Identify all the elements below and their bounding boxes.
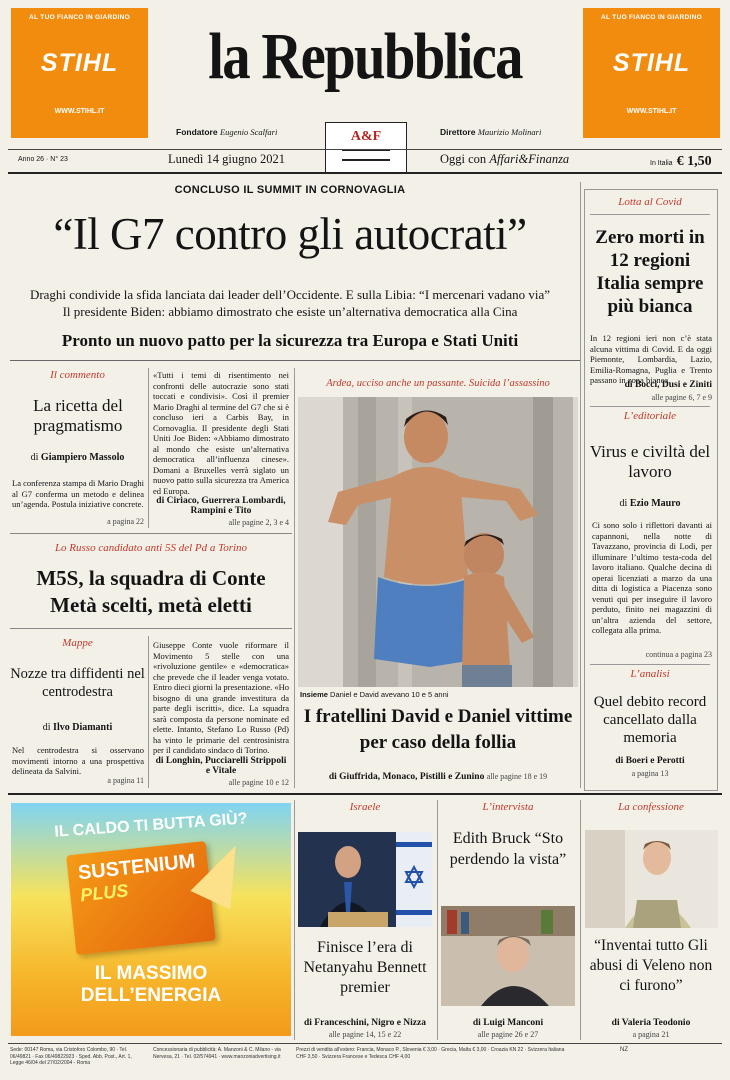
- analisi-title[interactable]: Quel debito record cancellato dalla memoria: [593, 694, 707, 746]
- bruck-illustration: [441, 906, 575, 1006]
- section-rule: [10, 628, 292, 629]
- column-rule: [294, 368, 295, 788]
- lead-rule: [10, 360, 580, 361]
- confessione-kicker: La confessione: [618, 801, 684, 813]
- section-rule: [10, 533, 292, 534]
- g7-page-ref: alle pagine 2, 3 e 4: [228, 518, 289, 527]
- sustenium-ad[interactable]: [11, 803, 291, 1036]
- footer-col-4: NZ: [620, 1047, 628, 1053]
- ad-slogan-1: IL MASSIMO: [94, 963, 208, 984]
- brothers-photo[interactable]: [298, 397, 578, 687]
- intervista-title[interactable]: Edith Bruck “Sto perdendo la vista”: [449, 830, 567, 868]
- editoriale-page-ref: continua a pagina 23: [645, 650, 712, 659]
- lead-subhead: Pronto un nuovo patto per la sicurezza tra Europa e Stati Uniti: [61, 331, 519, 350]
- netanyahu-illustration: [298, 832, 432, 927]
- ardea-headline[interactable]: I fratellini David e Daniel vittime per caso della follia: [303, 706, 573, 753]
- column-rule: [437, 800, 438, 1040]
- stihl-ad-tagline: AL TUO FIANCO IN GIARDINO: [29, 14, 130, 21]
- byline-prefix: di: [619, 498, 628, 509]
- covid-authors: di Bocci, Dusi e Ziniti: [624, 380, 712, 390]
- israele-page-ref: alle pagine 14, 15 e 22: [328, 1030, 402, 1039]
- editoriale-kicker: L’editoriale: [623, 410, 677, 422]
- ad-product-box: [66, 841, 216, 955]
- g7-body-text: «Tutti i temi di risentimento nei confronti delle autocrazie sono stati toccati e condivisi». Così il premier Mario Draghi al termine del G7 che si è concluso ieri a Carbis Bay, in Cornovaglia. Il presidente degli Stati Uniti Joe Biden: «Abbiamo dimostrato al mondo che esiste un’alternativa democratica all’influenza cinese». Domani a Bruxelles verrà siglato un nuovo patto sulla sicurezza tra America ed Europa.: [153, 370, 289, 496]
- caption-text: Daniel e David avevano 10 e 5 anni: [330, 690, 449, 699]
- ad-product-plus: PLUS: [79, 880, 130, 906]
- confessione-illustration: [585, 830, 718, 928]
- supplement-logo-text: A&F: [350, 129, 382, 144]
- column-rule: [580, 800, 581, 1040]
- footer-col-3: Prezzi di vendita all’estero: Francia, Monaco P., Slovenia € 3,00 · Grecia, Malta € 3,00 · Croazia KN 22 · Svizzera Italiana CHF 3,50 · Svizzera Francese e Tedesca CHF 4,00: [296, 1047, 565, 1060]
- netanyahu-photo[interactable]: [298, 832, 432, 927]
- confessione-authors: di Valeria Teodonio: [611, 1018, 691, 1028]
- confessione-title[interactable]: “Inventai tutto Gli abusi di Veleno non ci furono”: [589, 937, 713, 994]
- commento-page-ref: a pagina 22: [107, 517, 144, 526]
- stihl-ad-left[interactable]: [11, 8, 148, 138]
- confessione-photo[interactable]: [585, 830, 718, 928]
- director-name: Maurizio Molinari: [477, 127, 542, 137]
- covid-kicker: Lotta al Covid: [618, 196, 682, 208]
- mappe-byline: [10, 722, 145, 733]
- analisi-kicker: L’analisi: [630, 668, 670, 680]
- covid-text: In 12 regioni ieri non c’è stata alcuna vittima di Covid. E da oggi Piemonte, Lombardia, Lazio, Emilia-Romagna, Puglia e Trento passano in zona bianca.: [590, 333, 712, 385]
- ardea-byline: [300, 772, 576, 782]
- stihl-ad-tagline: AL TUO FIANCO IN GIARDINO: [601, 14, 702, 21]
- g7-authors: di Ciriaco, Guerrera Lombardi, Rampini e Tito: [156, 496, 286, 516]
- mappe-kicker: Mappe: [62, 637, 93, 649]
- bottom-section-rule: [8, 793, 722, 795]
- masthead-rule-bottom: [8, 172, 722, 174]
- intervista-kicker: L’intervista: [482, 801, 534, 813]
- byline-prefix: di: [42, 722, 51, 733]
- m5s-authors: di Longhin, Pucciarelli Strippoli e Vitale: [155, 756, 287, 776]
- section-rule: [590, 406, 710, 407]
- commento-text: La conferenza stampa di Mario Draghi al G7 conferma un metodo e delinea un’agenda. Postula iniziative concrete.: [12, 478, 144, 509]
- stihl-logo: STIHL: [40, 49, 119, 77]
- m5s-text: Giuseppe Conte vuole riformare il Movimento 5 stelle con una «rivoluzione gentile» e «democratica» che prevede che il leader venga votato. Entro dieci giorni la presentazione. «Ho bisogno di una grande investitura da parte degli iscritti», dice. La squadra sarà composta da persone nominate ed elette. Intanto, Stefano Lo Russo (Pd) ha vinto le primarie del centrosinistra per il candidato sindaco di Torino.: [153, 640, 289, 755]
- section-rule: [590, 214, 710, 215]
- column-rule: [294, 800, 295, 1040]
- editoriale-byline: [586, 498, 714, 509]
- column-rule: [148, 636, 149, 788]
- founder-label: Fondatore: [176, 127, 218, 137]
- supplement-prefix: Oggi con: [440, 152, 487, 166]
- commento-title[interactable]: La ricetta del pragmatismo: [33, 396, 123, 435]
- price: [650, 152, 712, 170]
- israele-title[interactable]: Finisce l’era di Netanyahu Bennett premier: [303, 939, 427, 996]
- mappe-text: Nel centrodestra si osservano movimenti intorno a una prospettiva delineata da Salvini.: [12, 745, 144, 776]
- masthead-title: la Repubblica: [208, 20, 522, 93]
- ad-tagline: IL CALDO TI BUTTA GIÙ?: [53, 810, 249, 841]
- column-rule: [148, 368, 149, 528]
- editoriale-text: Ci sono solo i riflettori davanti ai capannoni, nella notte di Tavazzano, provincia di Lodi, per illuminare l’ultimo testa-coda del lavoro italiano. Qualche decina di operai licenziati a marzo da una ditta di logistica a Piacenza sono venuti qui per inseguire il lavoro perduto, finito nei magazzini di un’altra azienda del settore, collegata alla prima.: [592, 520, 712, 635]
- lead-deck-2: Il presidente Biden: abbiamo dimostrato che esiste un’alternativa democratica alla Cina: [62, 304, 518, 319]
- intervista-authors: di Luigi Manconi: [472, 1018, 544, 1028]
- price-label: In Italia: [650, 160, 673, 167]
- m5s-headline-2[interactable]: Metà scelti, metà eletti: [50, 593, 252, 617]
- lead-headline[interactable]: “Il G7 contro gli autocrati”: [53, 209, 527, 259]
- masthead-rule-top: [8, 149, 722, 150]
- byline-prefix: di: [30, 452, 39, 463]
- commento-kicker: Il commento: [50, 369, 105, 381]
- price-value: € 1,50: [676, 154, 712, 169]
- footer-col-1: Sede: 00147 Roma, via Cristoforo Colombo, 90 · Tel. 06/49821 · Fax 06/49822923 · Sped. Abb. Post., Art. 1, Legge 46/04 del 27/02/2004 - Roma: [10, 1047, 132, 1066]
- stihl-url: WWW.STIHL.IT: [54, 108, 105, 115]
- intervista-page-ref: alle pagine 26 e 27: [477, 1030, 539, 1039]
- brothers-illustration: [298, 397, 578, 687]
- stihl-logo: STIHL: [612, 49, 691, 77]
- issue-number: Anno 26 · N° 23: [18, 156, 68, 163]
- affari-finanza-logo: [325, 122, 407, 174]
- confessione-page-ref: a pagina 21: [632, 1030, 670, 1039]
- covid-title[interactable]: Zero morti in 12 regioni Italia sempre più bianca: [595, 227, 705, 317]
- editoriale-title[interactable]: Virus e civiltà del lavoro: [589, 442, 711, 481]
- israele-authors: di Franceschini, Nigro e Nizza: [304, 1018, 426, 1028]
- editoriale-author: Ezio Mauro: [629, 498, 681, 509]
- analisi-page-ref: a pagina 13: [631, 769, 669, 778]
- issue-date: Lunedì 14 giugno 2021: [168, 152, 286, 166]
- lead-deck-1: Draghi condivide la sfida lanciata dai leader dell’Occidente. E sulla Libia: “I mercenari vadano via”: [29, 287, 551, 302]
- m5s-headline-1[interactable]: M5S, la squadra di Conte: [36, 566, 266, 590]
- footer-rule: [8, 1043, 722, 1044]
- bruck-photo[interactable]: [441, 906, 575, 1006]
- ad-slogan-2: DELL’ENERGIA: [80, 985, 222, 1006]
- ardea-authors: di Giuffrida, Monaco, Pistilli e Zunino: [328, 772, 485, 782]
- commento-byline: [10, 452, 145, 463]
- footer-col-2: Concessionaria di pubblicità: A. Manzoni & C. Milano - via Nervesa, 21 · Tel. 02/574941 · www.manzoniadvertising.it: [153, 1047, 281, 1060]
- analisi-authors: di Boeri e Perotti: [615, 756, 685, 766]
- stihl-ad-right[interactable]: [583, 8, 720, 138]
- ardea-page-ref: alle pagine 18 e 19: [486, 772, 548, 781]
- ardea-kicker: Ardea, ucciso anche un passante. Suicida l’assassino: [326, 378, 550, 389]
- photo-caption: [300, 690, 576, 699]
- supplement-name: Affari&Finanza: [489, 152, 570, 166]
- lead-kicker: CONCLUSO IL SUMMIT IN CORNOVAGLIA: [174, 184, 406, 196]
- mappe-page-ref: a pagina 11: [107, 776, 144, 785]
- covid-page-ref: alle pagine 6, 7 e 9: [651, 393, 712, 402]
- caption-label: Insieme: [300, 690, 328, 699]
- director-label: Direttore: [440, 127, 476, 137]
- m5s-kicker: Lo Russo candidato anti 5S del Pd a Torino: [54, 542, 248, 554]
- m5s-page-ref: alle pagine 10 e 12: [228, 778, 289, 787]
- commento-author: Giampiero Massolo: [40, 452, 125, 463]
- director-line: [440, 127, 590, 137]
- supplement-line: [440, 152, 569, 167]
- supplement-logo-rule: [342, 149, 390, 161]
- section-rule: [590, 664, 710, 665]
- israele-kicker: Israele: [349, 801, 381, 813]
- ad-product-name: SUSTENIUM: [76, 850, 197, 885]
- column-rule: [580, 182, 581, 788]
- founder-name: Eugenio Scalfari: [219, 127, 278, 137]
- mappe-author: Ilvo Diamanti: [53, 722, 113, 733]
- stihl-url: WWW.STIHL.IT: [626, 108, 677, 115]
- mappe-title[interactable]: Nozze tra diffidenti nel centrodestra: [10, 666, 145, 700]
